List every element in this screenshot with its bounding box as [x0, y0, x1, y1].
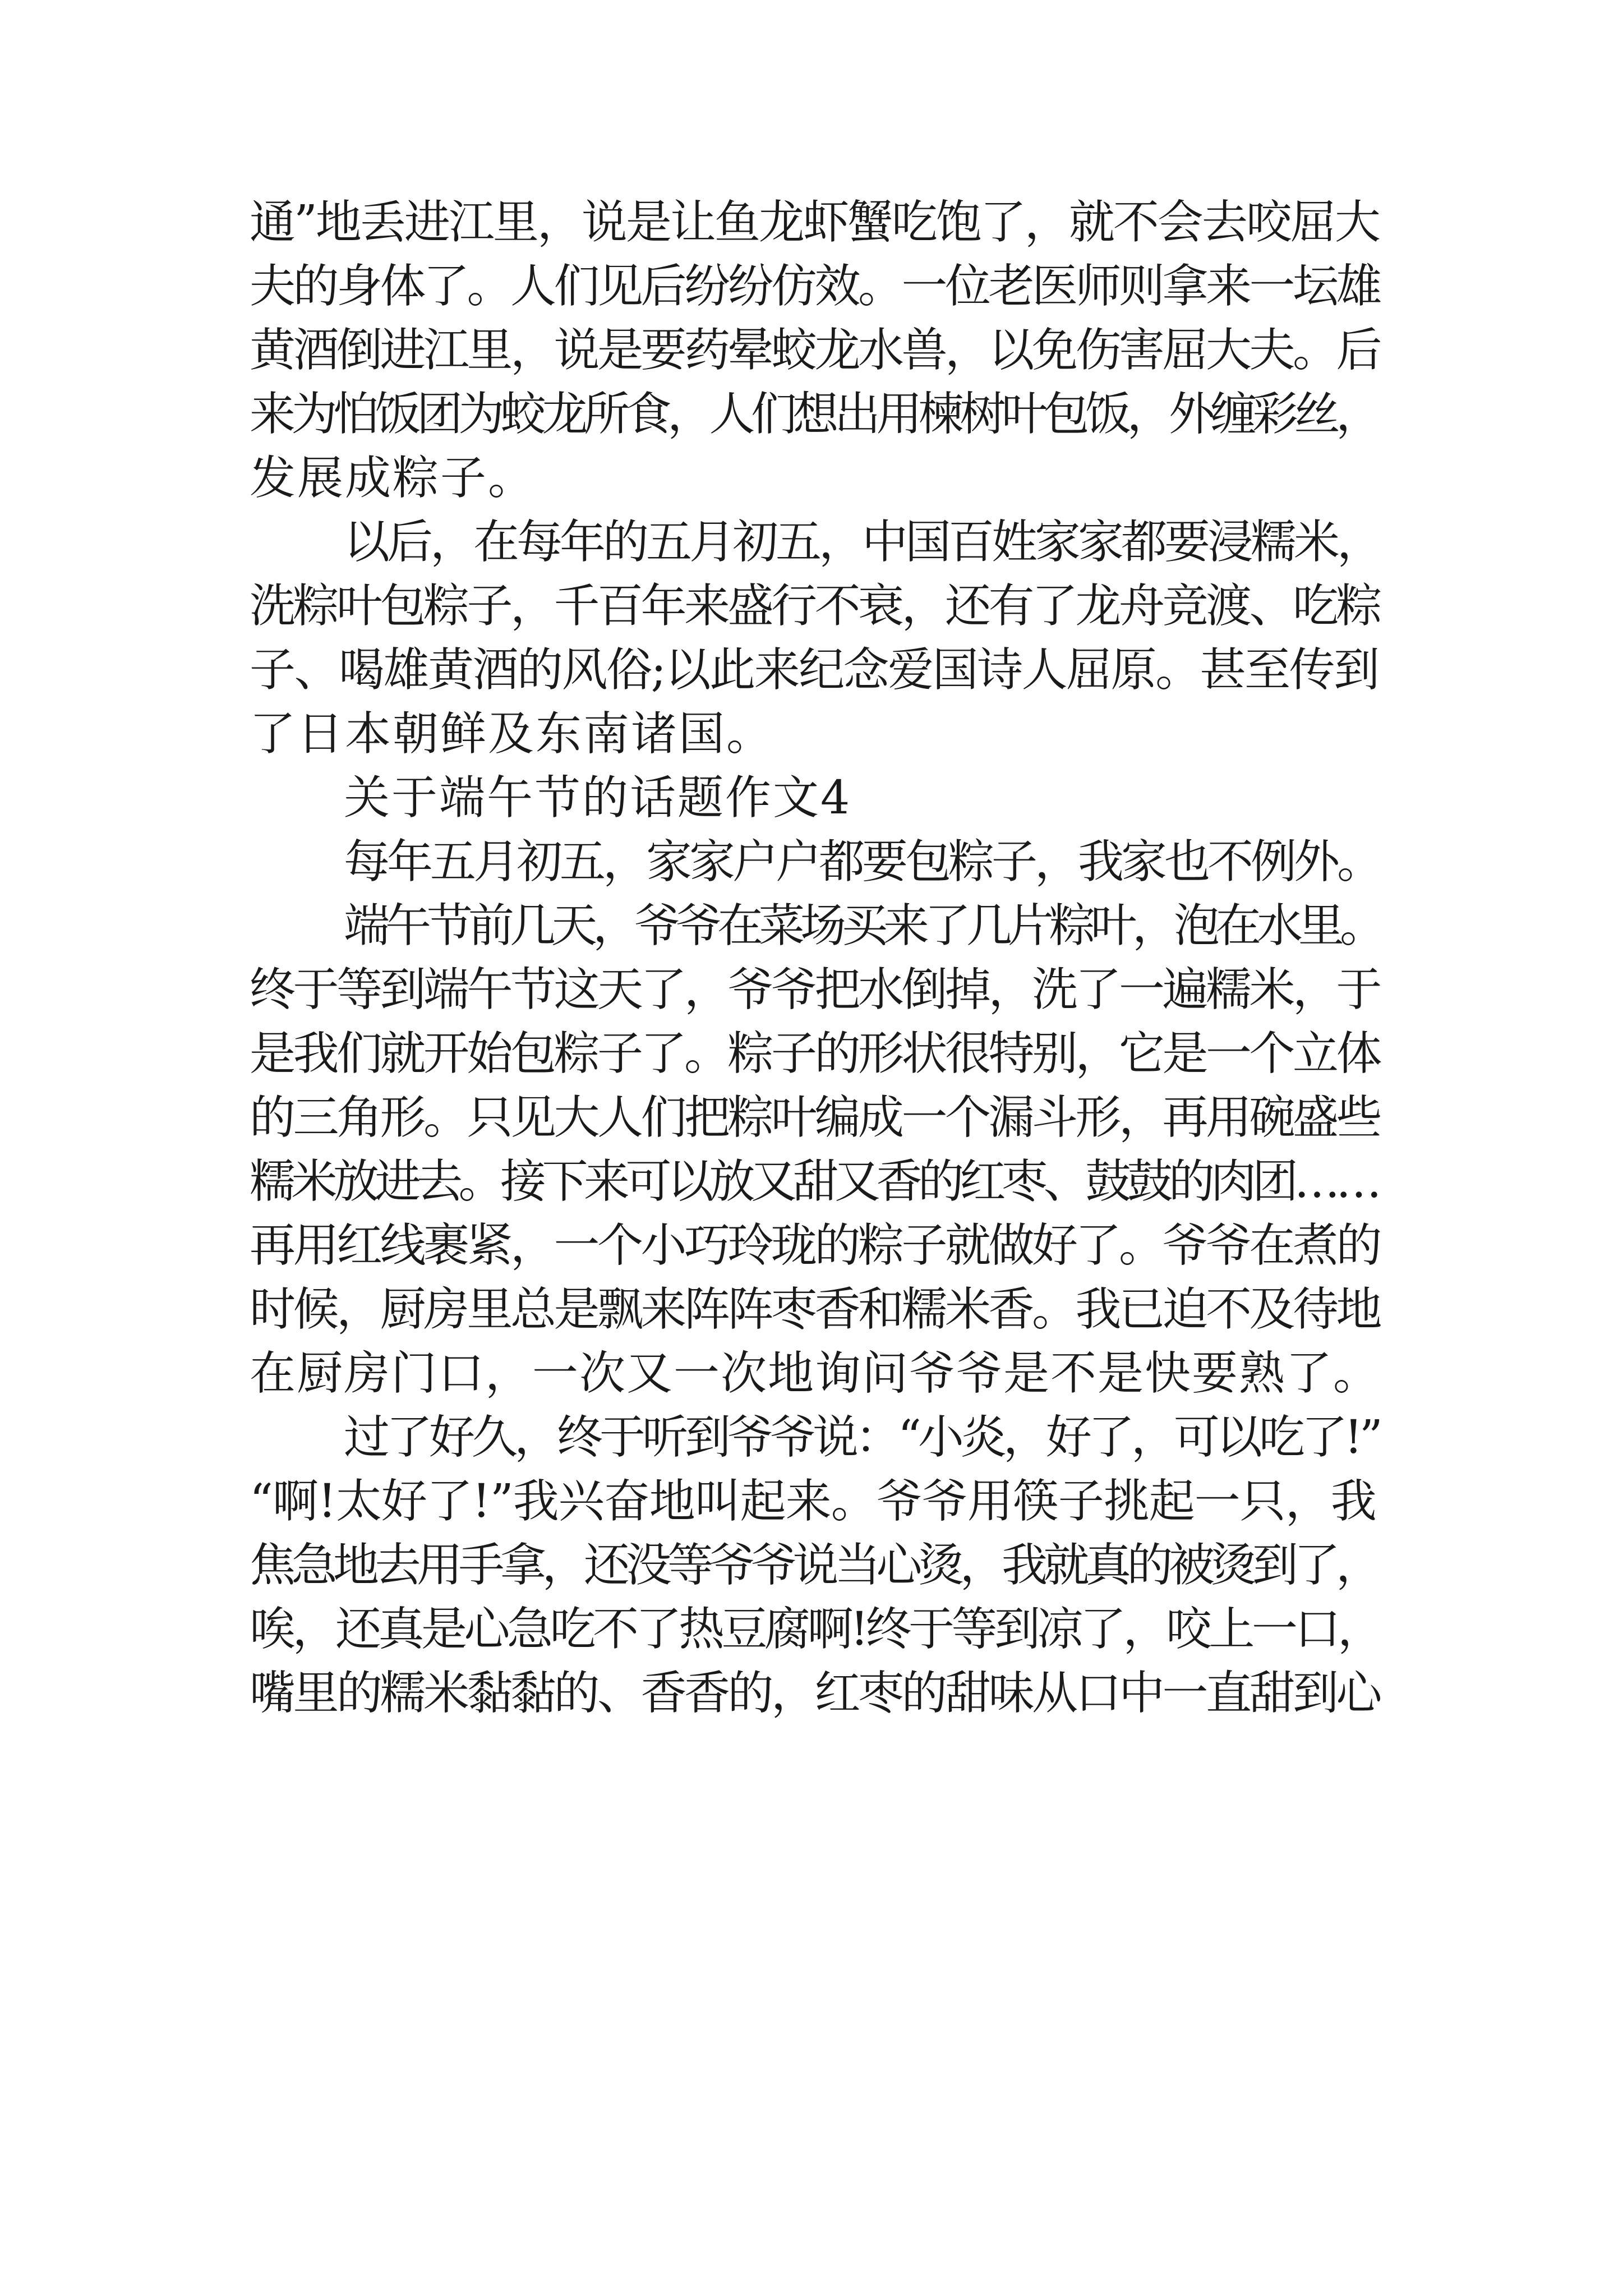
text-line: 夫的身体了。人们见后纷纷仿效。一位老医师则拿来一坛雄 — [250, 260, 1380, 313]
text-line: 嘴里的糯米黏黏的、香香的，红枣的甜味从口中一直甜到心 — [250, 1667, 1380, 1720]
text-line: 发展成粽子。 — [250, 452, 536, 505]
section-heading: 关于端午节的话题作文4 — [344, 771, 852, 825]
text-line: 是我们就开始包粽子了。粽子的形状很特别，它是一个立体 — [250, 1027, 1380, 1080]
body-text — [250, 191, 1382, 1726]
text-line: 在厨房门口，一次又一次地询问爷爷是不是快要熟了。 — [250, 1347, 1381, 1400]
text-line: 再用红线裹紧，一个小巧玲珑的粽子就做好了。爷爷在煮的 — [250, 1219, 1380, 1272]
text-line: 时候，厨房里总是飘来阵阵枣香和糯米香。我已迫不及待地 — [250, 1283, 1380, 1336]
text-line: 端午节前几天，爷爷在菜场买来了几片粽叶，泡在水里。 — [344, 899, 1382, 953]
text-line: 焦急地去用手拿，还没等爷爷说当心烫，我就真的被烫到了， — [250, 1539, 1378, 1592]
text-line: 每年五月初五，家家户户都要包粽子，我家也不例外。 — [344, 835, 1381, 889]
text-line: 黄酒倒进江里，说是要药晕蛟龙水兽，以免伤害屈大夫。后 — [250, 324, 1380, 377]
text-line: 终于等到端午节这天了，爷爷把水倒掉，洗了一遍糯米，于 — [250, 963, 1380, 1016]
text-line: 了日本朝鲜及东南诸国。 — [250, 707, 774, 761]
text-line: 通”地丢进江里，说是让鱼龙虾蟹吃饱了，就不会去咬屈大 — [250, 196, 1379, 249]
text-line: 过了好久，终于听到爷爷说：“小炎，好了，可以吃了!” — [344, 1411, 1380, 1464]
text-line: 来为怕饭团为蛟龙所食，人们想出用楝树叶包饭，外缠彩丝， — [250, 388, 1378, 441]
text-line: 的三角形。只见大人们把粽叶编成一个漏斗形，再用碗盛些 — [250, 1091, 1380, 1144]
text-line: 子、喝雄黄酒的风俗;以此来纪念爱国诗人屈原。甚至传到 — [250, 643, 1378, 697]
text-line: 以后，在每年的五月初五，中国百姓家家都要浸糯米， — [344, 516, 1381, 569]
text-line: 糯米放进去。接下来可以放又甜又香的红枣、鼓鼓的肉团…… — [250, 1155, 1378, 1208]
text-line: 唉，还真是心急吃不了热豆腐啊!终于等到凉了，咬上一口， — [250, 1603, 1381, 1656]
text-line: 洗粽叶包粽子，千百年来盛行不衰，还有了龙舟竞渡、吃粽 — [250, 579, 1380, 633]
text-line: “啊!太好了!”我兴奋地叫起来。爷爷用筷子挑起一只，我 — [250, 1475, 1376, 1528]
